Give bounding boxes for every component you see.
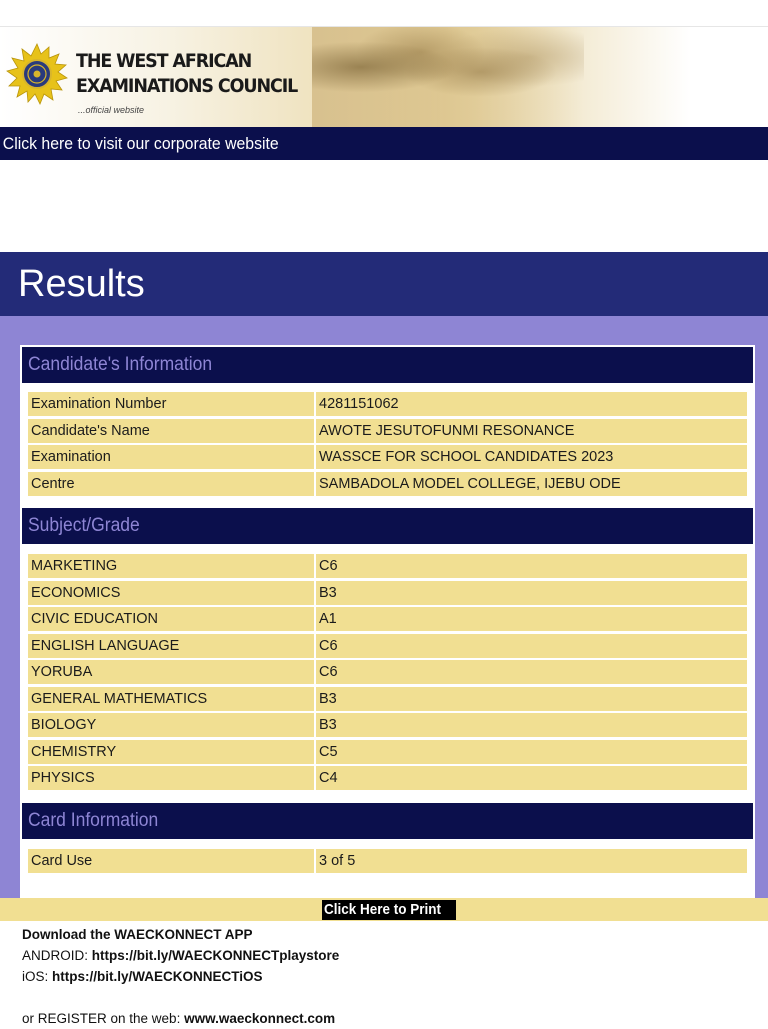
candidate-info-heading	[22, 347, 753, 383]
results-panel	[0, 316, 768, 898]
subject-name: BIOLOGY	[28, 713, 314, 737]
table-row	[28, 392, 747, 416]
subject-name: YORUBA	[28, 660, 314, 684]
subject-grade: B3	[316, 581, 747, 605]
subject-name: CHEMISTRY	[28, 740, 314, 764]
ios-label: iOS:	[22, 969, 53, 984]
card-info-heading	[22, 803, 753, 839]
card-info-heading-text: Card Information	[28, 810, 159, 831]
site-banner	[0, 27, 768, 127]
table-row	[28, 445, 747, 469]
subject-grade: C6	[316, 554, 747, 578]
app-download-title: Download the WAECKONNECT APP	[22, 927, 253, 942]
ios-line	[22, 966, 339, 987]
table-row	[28, 687, 747, 711]
waec-crest-icon	[6, 43, 68, 105]
subject-grade: C4	[316, 766, 747, 790]
table-row	[28, 581, 747, 605]
card-info-table	[28, 849, 747, 876]
waec-crest-logo[interactable]	[6, 43, 68, 105]
table-row	[28, 849, 747, 873]
ios-link[interactable]: https://bit.ly/WAECKONNECTiOS	[52, 969, 263, 984]
spacer	[22, 987, 339, 1008]
table-row	[28, 766, 747, 790]
field-label: Examination	[28, 445, 314, 469]
field-value: 3 of 5	[316, 849, 747, 873]
banner-photo	[312, 27, 584, 127]
field-value: WASSCE FOR SCHOOL CANDIDATES 2023	[316, 445, 747, 469]
field-value: AWOTE JESUTOFUNMI RESONANCE	[316, 419, 747, 443]
table-row	[28, 554, 747, 578]
candidate-info-table	[28, 392, 747, 498]
org-name-line-1: THE WEST AFRICAN	[76, 50, 252, 72]
corporate-nav-bar	[0, 127, 768, 160]
field-value: SAMBADOLA MODEL COLLEGE, IJEBU ODE	[316, 472, 747, 496]
field-value: 4281151062	[316, 392, 747, 416]
table-row	[28, 472, 747, 496]
table-row	[28, 607, 747, 631]
results-header	[0, 252, 768, 316]
subject-name: GENERAL MATHEMATICS	[28, 687, 314, 711]
field-label: Centre	[28, 472, 314, 496]
subject-name: PHYSICS	[28, 766, 314, 790]
subject-grade: C5	[316, 740, 747, 764]
field-label: Card Use	[28, 849, 314, 873]
subject-grade-heading	[22, 508, 753, 544]
table-row	[28, 634, 747, 658]
subject-grade-heading-text: Subject/Grade	[28, 515, 140, 536]
subject-grade: B3	[316, 713, 747, 737]
candidate-info-heading-text: Candidate's Information	[28, 354, 213, 375]
org-name-line-2: EXAMINATIONS COUNCIL	[76, 75, 298, 97]
web-register-line	[22, 1008, 339, 1029]
subject-grade: B3	[316, 687, 747, 711]
android-line	[22, 945, 339, 966]
subject-name: ENGLISH LANGUAGE	[28, 634, 314, 658]
org-tagline: ...official website	[78, 105, 145, 115]
subject-name: ECONOMICS	[28, 581, 314, 605]
page-title: Results	[18, 263, 145, 305]
print-button-label: Click Here to Print	[324, 901, 442, 918]
field-label: Examination Number	[28, 392, 314, 416]
subject-grade-table	[28, 554, 747, 793]
field-label: Candidate's Name	[28, 419, 314, 443]
table-row	[28, 419, 747, 443]
android-link[interactable]: https://bit.ly/WAECKONNECTplaystore	[91, 948, 340, 963]
subject-name: MARKETING	[28, 554, 314, 578]
subject-grade: A1	[316, 607, 747, 631]
android-label: ANDROID:	[22, 948, 92, 963]
browser-top-strip	[0, 0, 768, 27]
print-button[interactable]	[322, 900, 456, 920]
subject-grade: C6	[316, 634, 747, 658]
corporate-website-link[interactable]: Click here to visit our corporate website	[2, 134, 279, 153]
subject-name: CIVIC EDUCATION	[28, 607, 314, 631]
table-row	[28, 740, 747, 764]
table-row	[28, 660, 747, 684]
app-download-info	[22, 924, 339, 1029]
web-label: or REGISTER on the web:	[22, 1011, 185, 1026]
results-card	[20, 345, 755, 898]
table-row	[28, 713, 747, 737]
organization-name	[76, 49, 297, 99]
subject-grade: C6	[316, 660, 747, 684]
web-link[interactable]: www.waeckonnect.com	[184, 1011, 336, 1026]
